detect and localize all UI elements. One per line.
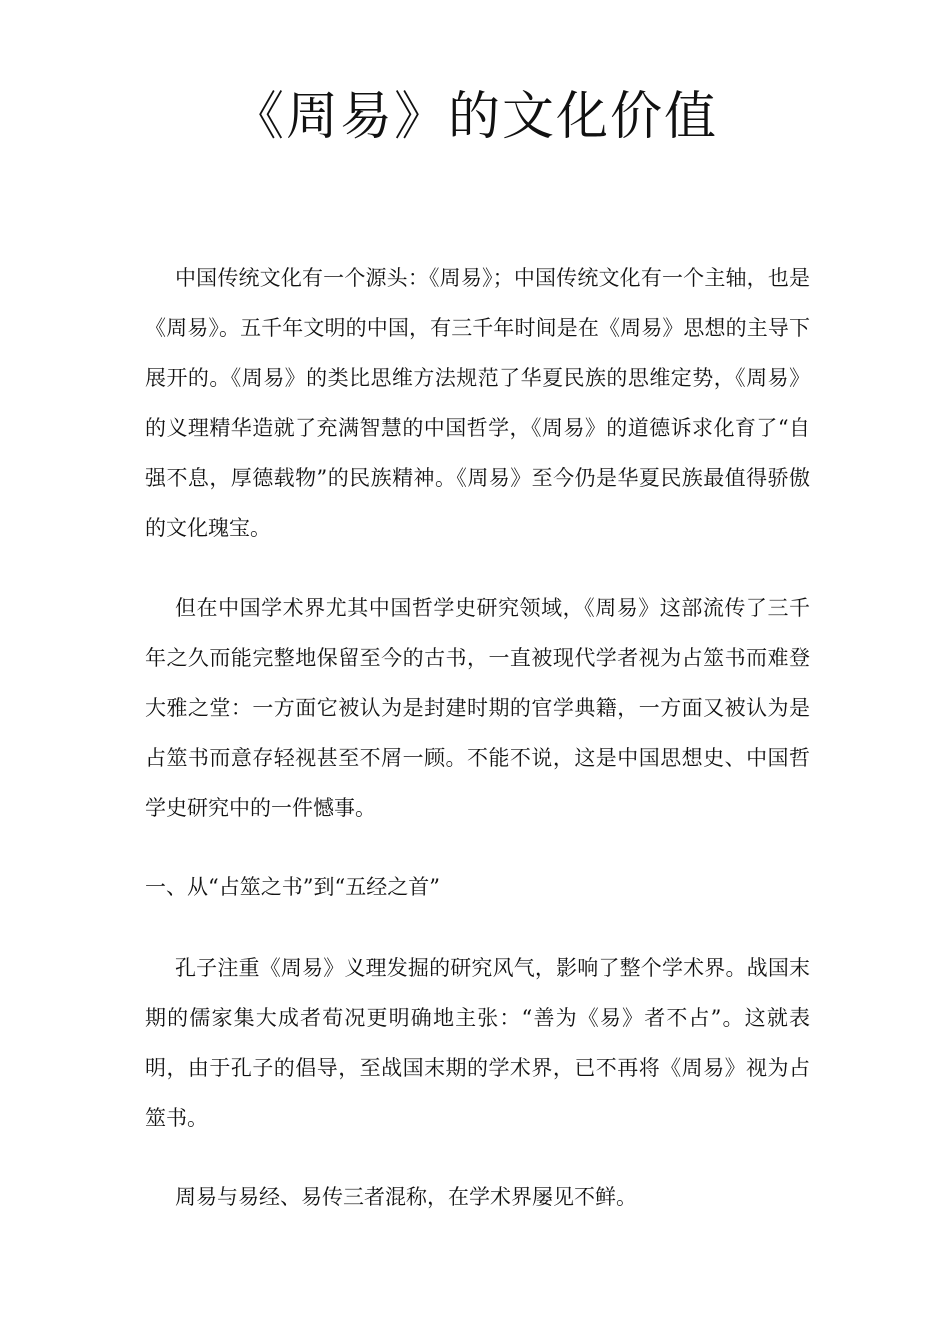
section-heading: 一、从“占筮之书”到“五经之首” xyxy=(145,875,440,899)
paragraph-terminology: 周易与易经、易传三者混称，在学术界屡见不鲜。 xyxy=(175,1185,637,1209)
document-title: 《周易》的文化价值 xyxy=(231,87,718,147)
paragraph-academic-view: 但在中国学术界尤其中国哲学史研究领域，《周易》这部流传了三千年之久而能完整地保留至今的古书，一直被现代学者视为占筮书而难登大雅之堂：一方面它被认为是封建时期的官学典籍，一方面又被认为是占筮书而意存轻视甚至不屑一顾。不能不说，这是中国思想史、中国哲学史研究中的一件憾事。 xyxy=(145,596,810,820)
paragraph-confucius: 孔子注重《周易》义理发掘的研究风气，影响了整个学术界。战国末期的儒家集大成者荀况更明确地主张：“善为《易》者不占”。这就表明，由于孔子的倡导，至战国末期的学术界，已不再将《周易》视为占筮书。 xyxy=(145,956,810,1130)
paragraph-intro: 中国传统文化有一个源头：《周易》；中国传统文化有一个主轴，也是《周易》。五千年文明的中国，有三千年时间是在《周易》思想的主导下展开的。《周易》的类比思维方法规范了华夏民族的思维定势，《周易》的义理精华造就了充满智慧的中国哲学，《周易》的道德诉求化育了“自强不息，厚德载物”的民族精神。《周易》至今仍是华夏民族最值得骄傲的文化瑰宝。 xyxy=(145,266,810,540)
